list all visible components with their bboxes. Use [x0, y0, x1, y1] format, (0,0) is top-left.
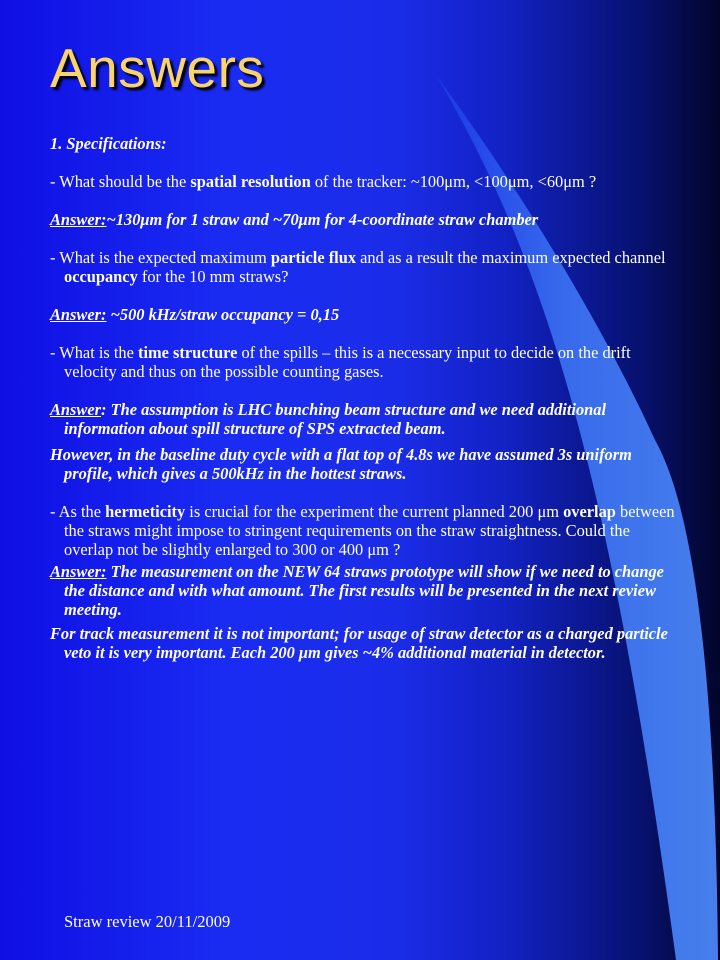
specifications-heading: 1. Specifications:: [50, 134, 167, 153]
q3-text-c: of the spills – this is a necessary input to decide on the drift velocity and thus on the possible counting gases.: [64, 343, 631, 381]
slide-title: Answers: [50, 37, 265, 99]
q4-emphasis-hermeticity: hermeticity: [105, 502, 186, 521]
answer-time-structure-continued: However, in the baseline duty cycle with a flat top of 4.8s we have assumed 3s uniform profile, which gives a 500kHz in the hottest straws.: [50, 445, 632, 483]
answer-time-structure: [50, 400, 678, 438]
question-time-structure: [50, 343, 678, 381]
question-hermeticity: [50, 502, 678, 559]
q2-emphasis-flux: particle flux: [270, 248, 357, 267]
answer-spatial-resolution: [50, 210, 678, 229]
q2-text-a: - What is the expected maximum: [50, 248, 271, 267]
answer-label: Answer: [50, 400, 102, 419]
answer-hermeticity-continued: For track measurement it is not important; for usage of straw detector as a charged particle veto it is very important. Each 200 μm gives ~4% additional material in detector.: [50, 624, 668, 662]
q1-text-c: of the tracker: ~100μm, <100μm, <60μm ?: [310, 172, 597, 191]
slide-footer: Straw review 20/11/2009: [64, 912, 231, 931]
question-spatial-resolution: [50, 172, 678, 191]
q2-text-e: for the 10 mm straws?: [137, 267, 289, 286]
q4-text-e: between the straws might impose to stringent requirements on the straw straightness. Could the overlap not be slightly enlarged to 300 or 400 μm ?: [64, 502, 675, 559]
answer-text: : The assumption is LHC bunching beam structure and we need additional information about spill structure of SPS extracted beam.: [64, 400, 607, 438]
answer-text: ~500 kHz/straw occupancy = 0,15: [106, 305, 340, 324]
q4-text-c: is crucial for the experiment the current planned 200 μm: [185, 502, 564, 521]
answer-label: Answer:: [50, 305, 107, 324]
q3-emphasis: time structure: [138, 343, 238, 362]
answer-particle-flux: [50, 305, 678, 324]
q1-text-a: - What should be the: [50, 172, 191, 191]
answer-text: ~130μm for 1 straw and ~70μm for 4-coordinate straw chamber: [106, 210, 539, 229]
q2-text-c: and as a result the maximum expected channel: [356, 248, 666, 267]
q4-text-a: - As the: [50, 502, 106, 521]
answer-text: The measurement on the NEW 64 straws prototype will show if we need to change the distance and with what amount. The first results will be presented in the next review meeting.: [64, 562, 664, 619]
q4-emphasis-overlap: overlap: [563, 502, 616, 521]
q2-emphasis-occupancy: occupancy: [64, 267, 138, 286]
answer-label: Answer:: [50, 562, 107, 581]
q1-emphasis: spatial resolution: [190, 172, 311, 191]
q3-text-a: - What is the: [50, 343, 139, 362]
question-particle-flux: [50, 248, 678, 286]
answer-hermeticity: [50, 562, 678, 619]
slide-body: [50, 134, 678, 662]
answer-label: Answer:: [50, 210, 107, 229]
